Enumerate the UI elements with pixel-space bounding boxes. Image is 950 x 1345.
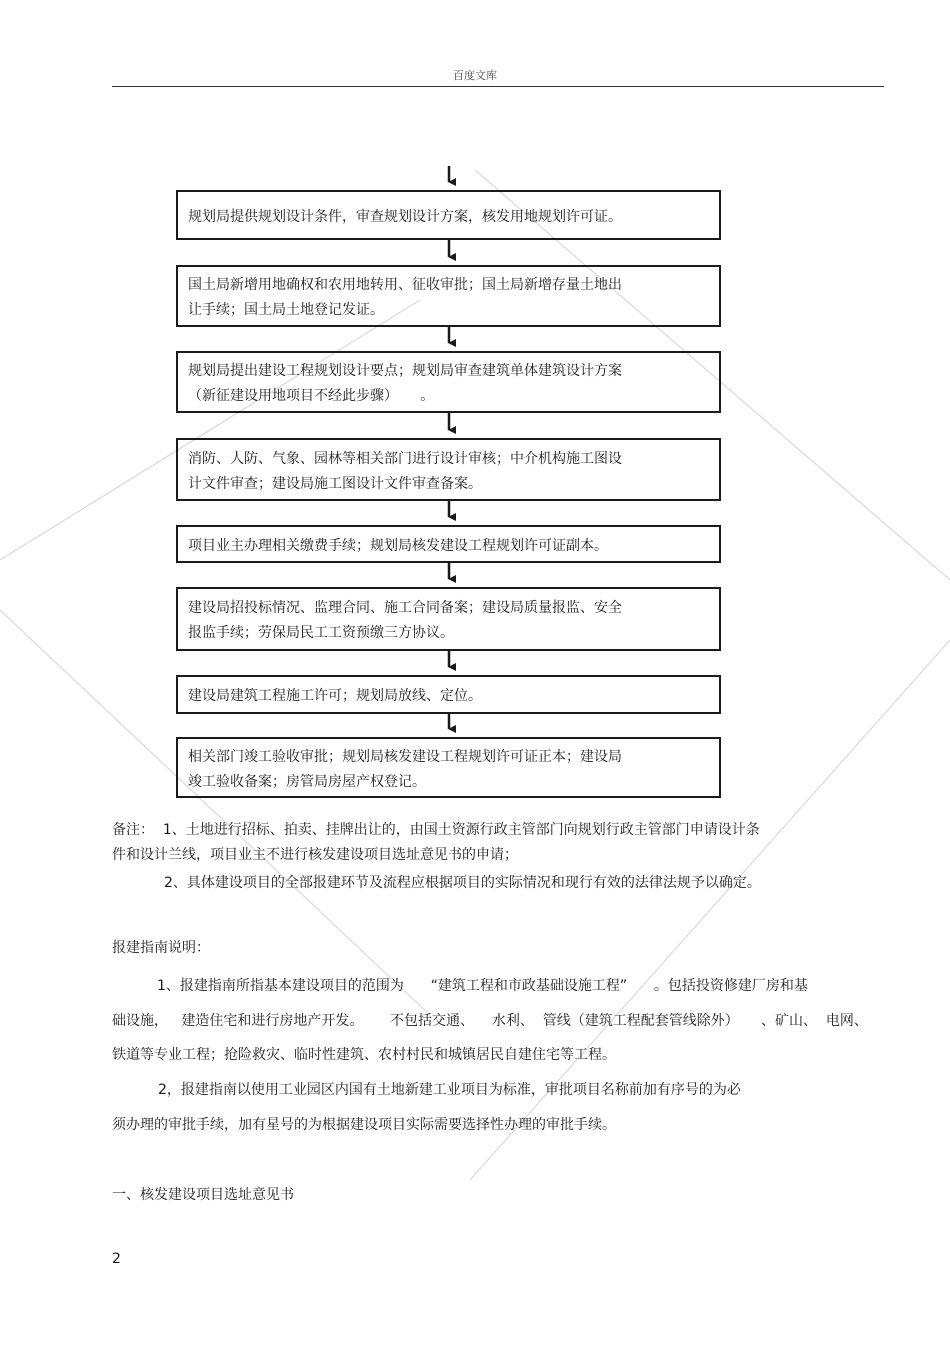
flow-step-2 <box>176 265 721 327</box>
notes-line-2: 件和设计兰线，项目业主不进行核发建设项目选址意见书的申请； <box>112 847 518 863</box>
notes-line-1: 备注： 1、土地进行招标、拍卖、挂牌出让的，由国土资源行政主管部门向规划行政主管部门申请设计条 <box>112 822 760 838</box>
flow-step-text: 消防、人防、气象、园林等相关部门进行设计审核；中介机构施工图设 <box>188 450 622 467</box>
flow-step-text: 项目业主办理相关缴费手续；规划局核发建设工程规划许可证副本。 <box>188 537 608 554</box>
flow-step-text: 报监手续；劳保局民工工资预缴三方协议。 <box>188 625 454 641</box>
flow-step-text: 国土局新增用地确权和农用地转用、征收审批；国土局新增存量土地出 <box>188 277 622 293</box>
guide-para-1-line-1: 1、报建指南所指基本建设项目的范围为 “建筑工程和市政基础设施工程” 。包括投资修建厂房和基 <box>157 978 808 994</box>
guide-para-2-line-2: 须办理的审批手续，加有星号的为根据建设项目实际需要选择性办理的审批手续。 <box>112 1117 616 1133</box>
guide-heading: 报建指南说明： <box>112 940 210 956</box>
flow-step-text: 相关部门竣工验收审批；规划局核发建设工程规划许可证正本；建设局 <box>188 748 622 765</box>
flow-step-3 <box>176 351 721 413</box>
flow-step-text: 建设局招投标情况、监理合同、施工合同备案；建设局质量报监、安全 <box>188 600 622 616</box>
flow-step-8 <box>176 737 721 798</box>
flow-step-5 <box>176 525 721 563</box>
guide-para-1-line-3: 铁道等专业工程；抢险救灾、临时性建筑、农村村民和城镇居民自建住宅等工程。 <box>112 1047 616 1063</box>
flow-step-text: 建设局建筑工程施工许可；规划局放线、定位。 <box>188 688 482 704</box>
flow-step-text: 竣工验收备案；房管局房屋产权登记。 <box>188 773 426 790</box>
page-number: 2 <box>112 1251 121 1267</box>
flow-step-text: 计文件审查；建设局施工图设计文件审查备案。 <box>188 475 482 492</box>
flow-step-1 <box>176 190 721 240</box>
flow-step-text: （新征建设用地项目不经此步骤） 。 <box>188 388 435 404</box>
guide-para-2-line-1: 2，报建指南以使用工业园区内国有土地新建工业项目为标准，审批项目名称前加有序号的为必 <box>158 1082 741 1098</box>
flow-step-text: 规划局提供规划设计条件，审查规划设计方案，核发用地规划许可证。 <box>188 208 622 225</box>
section-title: 一、核发建设项目选址意见书 <box>112 1187 294 1203</box>
flow-step-6 <box>176 587 721 651</box>
notes-line-3: 2、具体建设项目的全部报建环节及流程应根据项目的实际情况和现行有效的法律法规予以确定。 <box>164 875 761 891</box>
guide-para-1-line-2: 础设施， 建造住宅和进行房地产开发。 不包括交通、 水利、 管线（建筑工程配套管线除外） 、矿山、 电网、 <box>112 1013 868 1029</box>
flow-step-4 <box>176 438 721 501</box>
flow-step-text: 规划局提出建设工程规划设计要点；规划局审查建筑单体建筑设计方案 <box>188 363 622 379</box>
header-title: 百度文库 <box>453 69 497 82</box>
flow-step-7 <box>176 675 721 714</box>
flow-step-text: 让手续；国土局土地登记发证。 <box>188 302 384 318</box>
